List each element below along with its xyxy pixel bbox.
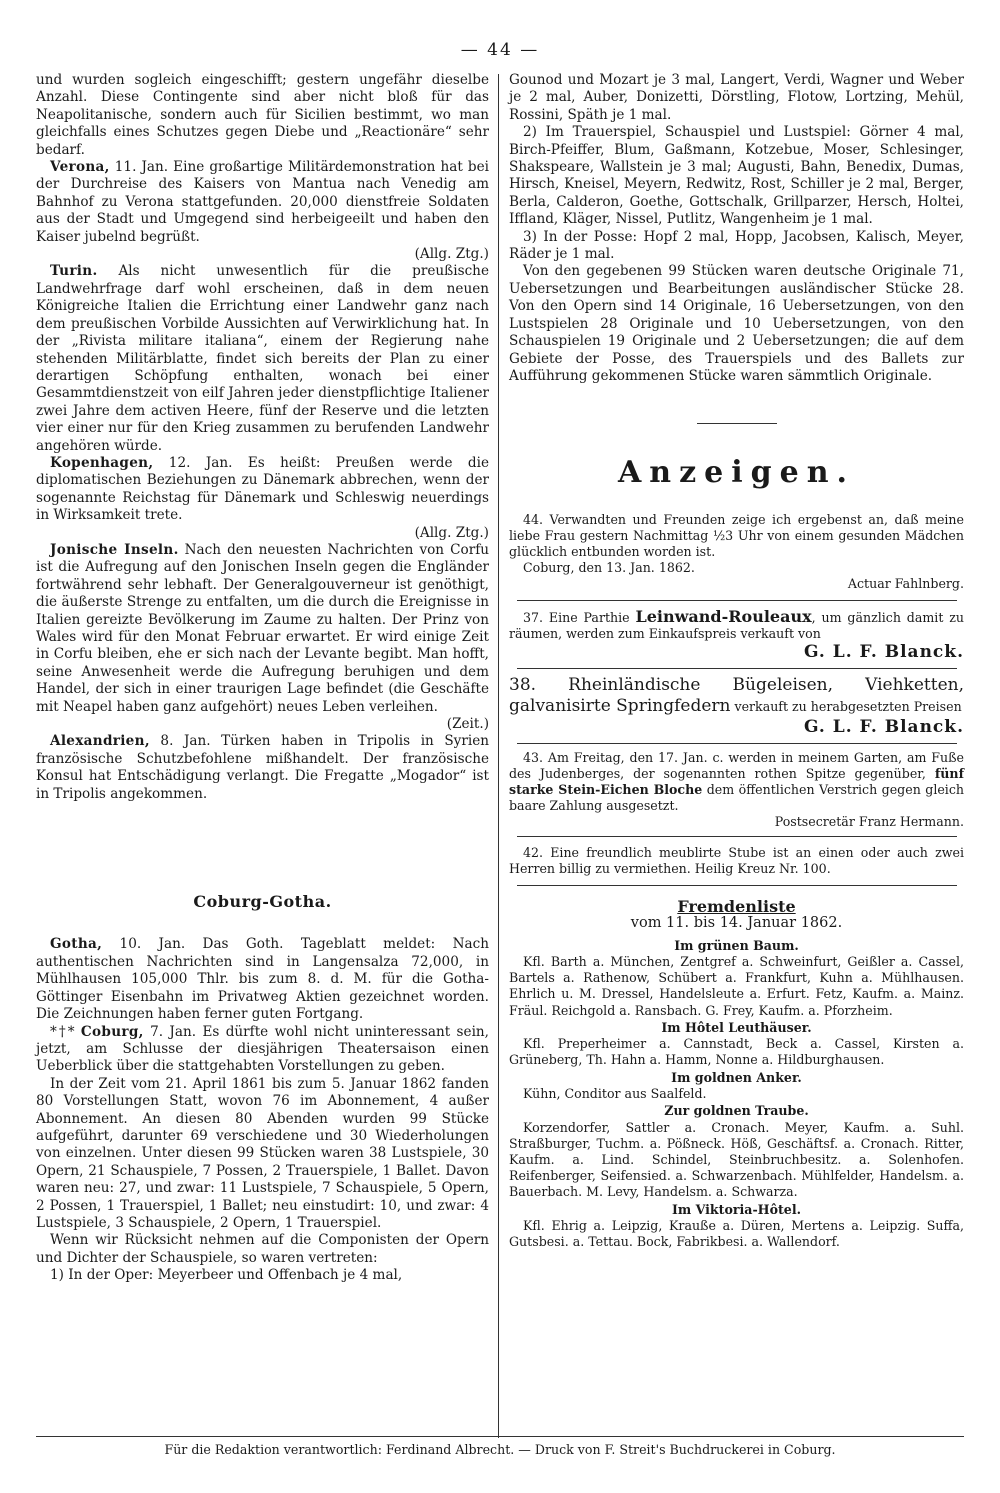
verona-source: (Allg. Ztg.) bbox=[414, 246, 489, 263]
ad-42-room-for-rent: 42. Eine freundlich meublirte Stube ist an einen oder auch zwei Herren billig zu vermiethen. Heilig Kreuz Nr. 100. bbox=[509, 844, 964, 876]
left-column bbox=[36, 72, 489, 1285]
ad-43-item: fünf starke Stein-Eichen Bloche bbox=[509, 765, 964, 797]
guests-goldner-anker: Kühn, Conditor aus Saalfeld. bbox=[523, 1085, 707, 1101]
article-ionische bbox=[36, 542, 489, 733]
kopenhagen-source: (Allg. Ztg.) bbox=[414, 524, 489, 541]
dateline-verona: Verona, bbox=[50, 159, 110, 176]
ad-37-rest: , um gänzlich damit zu räumen, werden zum Einkaufspreis verkauft von bbox=[509, 609, 964, 641]
guests-gruener-baum: Kfl. Barth a. München, Zentgref a. Schweinfurt, Geißler a. Cassel, Bartels a. Rathenow, Schübert a. Frankfurt, Kuhn a. Mühlhausen. Ehrlich u. M. Dressel, Handelsleute a. Erfurt. Fetz, Kaufm. a. Mainz. Fräul. Reichgold a. Ransbach. G. Frey, Kaufm. a. Pforzheim. bbox=[509, 953, 964, 1018]
dateline-coburg: Coburg, bbox=[80, 1023, 144, 1040]
imprint-footer: Für die Redaktion verantwortlich: Ferdinand Albrecht. — Druck von F. Streit's Buchdruckerei in Coburg. bbox=[164, 1442, 836, 1457]
ad-37-product: Leinwand-Rouleaux bbox=[635, 606, 812, 626]
ad-37-lead: 37. Eine Parthie bbox=[523, 609, 636, 625]
spacer bbox=[36, 910, 489, 936]
ad-38-products: 38. Rheinländische Bügeleisen, Viehketten, galvanisirte Springfedern bbox=[509, 674, 964, 716]
theater-statistics: In der Zeit vom 21. April 1861 bis zum 5. Januar 1862 fanden 80 Vorstellungen Statt, wovon 76 im Abonnement, 4 außer Abonnement. An diesen 80 Abenden wurden 99 Stücke aufgeführt, darunter 69 verschiedene und 30 Wiederholungen von einzelnen. Unter diesen 99 Stücken waren 38 Lustspiele, 30 Opern, 21 Schauspiele, 7 Possen, 2 Trauerspiele, 1 Ballet. Davon waren neu: 27, und zwar: 11 Lustspiele, 7 Schauspiele, 5 Opern, 2 Possen, 1 Trauerspiel, 1 Ballet; neu einstudirt: 10, und zwar: 4 Lustspiele, 3 Schauspiele, 2 Opern, 1 Trauerspiel. bbox=[36, 1075, 489, 1231]
article-coburg bbox=[36, 1024, 489, 1076]
ad-43-rest: dem öffentlichen Verstrich gegen gleich baare Zahlung ausgesetzt. bbox=[509, 781, 964, 813]
footer-rule bbox=[36, 1436, 964, 1437]
article-turin bbox=[36, 263, 489, 454]
anzeigen-heading: Anzeigen. bbox=[618, 455, 855, 491]
article-gotha bbox=[36, 936, 489, 1023]
ad-37-rouleaux bbox=[509, 606, 964, 642]
spacer bbox=[509, 837, 964, 845]
dateline-kopenhagen: Kopenhagen, bbox=[50, 454, 154, 471]
section-title-coburg-gotha: Coburg-Gotha. bbox=[193, 892, 332, 912]
ad-38-ironware bbox=[509, 675, 964, 717]
hotel-goldner-anker: Im goldnen Anker. bbox=[671, 1069, 802, 1085]
coburg-mark: *†* bbox=[50, 1023, 81, 1040]
coburg-text: 7. Jan. Es dürfte wohl nicht uninteressant sein, jetzt, am Schlusse der diesjährigen Theatersaison einen Ueberblick über die stattgehabten Vorstellungen zu geben. bbox=[36, 1023, 489, 1075]
ad-38-rest: verkauft zu herabgesetzten Preisen bbox=[730, 698, 962, 714]
guests-viktoria: Kfl. Ehrig a. Leipzig, Krauße a. Düren, Mertens a. Leipzig. Suffa, Gutsbesi. a. Tettau. Bock, Fabrikbesi. a. Wallendorf. bbox=[509, 1218, 964, 1250]
theater-drama-list: 2) Im Trauerspiel, Schauspiel und Lustspiel: Görner 4 mal, Birch-Pfeiffer, Blum, Gaßmann, Kotzebue, Moser, Schlesinger, Shakspeare, Wallstein je 3 mal; Augusti, Bahn, Benedix, Dumas, Hirsch, Kneisel, Meyern, Redwitz, Rost, Schiller je 2 mal, Berger, Berla, Calderon, Goethe, Gottschalk, Grillparzer, Hersch, Holtei, Iffland, Kläger, Nissel, Putlitz, Wangenheim je 1 mal. bbox=[509, 124, 964, 228]
dateline-alexandrien: Alexandrien, bbox=[50, 733, 150, 750]
ad-43-lead: 43. Am Freitag, den 17. Jan. c. werden in meinem Garten, am Fuße des Judenberges, der sogenannten rothen Spitze gegenüber, bbox=[509, 749, 964, 781]
article-continuation: und wurden sogleich eingeschifft; gestern ungefähr dieselbe Anzahl. Diese Contingente sind aber nicht bloß für das Neapolitanische, sondern auch für Sicilien bestimmt, wo man gleichfalls eines Schutzes gegen Diebe und „Reactionäre“ sehr bedarf. bbox=[36, 72, 489, 158]
spacer bbox=[509, 886, 964, 898]
alexandrien-text: 8. Jan. Türken haben in Tripolis in Syrien französische Schutzbefohlene mißhandelt. Der französische Konsul hat Entschädigung verlangt. Die Fregatte „Mogador“ ist in Tripolis angekommen. bbox=[36, 733, 489, 802]
turin-text: Als nicht unwesentlich für die preußische Landwehrfrage darf wohl erscheinen, daß in dem neuen Königreiche Italien die Errichtung einer Landwehr ganz nach dem preußischen Vorbilde Aussichten auf Verwirklichung hat. In der „Rivista militare italiana“, einem der Regierung nahe stehenden Militärblatte, findet sich bereits der Plan zu einer derartigen Schöpfung enthalten, wonach bei einer Gesammtdienstzeit von eilf Jahren jeder dienstpflichtige Italiener zwei Jahre dem activen Heere, fünf der Reserve und die letzten vier einer nur für den Krieg zusammen zu berufenden Landwehr angehören würde. bbox=[36, 263, 489, 454]
kopenhagen-text: 12. Jan. Es heißt: Preußen werde die diplomatischen Beziehungen zu Dänemark abbrechen, wenn der sogenannte Reichstag für Dänemark und Schleswig neuerdings in Wirksamkeit trete. bbox=[36, 454, 489, 524]
fremdenliste-dates: vom 11. bis 14. Januar 1862. bbox=[630, 915, 843, 932]
theater-posse-list: 3) In der Posse: Hopf 2 mal, Hopp, Jacobsen, Kalisch, Meyer, Räder je 1 mal. bbox=[509, 228, 964, 263]
page-number: — 44 — bbox=[460, 40, 540, 60]
ad-44-birth-notice: 44. Verwandten und Freunden zeige ich ergebenst an, daß meine liebe Frau gestern Nachmittag ½3 Uhr von einem gesunden Mädchen glücklich entbunden worden ist. bbox=[509, 511, 964, 559]
dateline-gotha: Gotha, bbox=[50, 936, 103, 953]
theater-authors-intro: Wenn wir Rücksicht nehmen auf die Componisten der Opern und Dichter der Schauspiele, so waren vertreten: bbox=[36, 1232, 489, 1266]
ad-43-signature: Postsecretär Franz Hermann. bbox=[774, 813, 964, 829]
fremdenliste-title: Fremdenliste bbox=[677, 896, 796, 916]
right-column bbox=[509, 72, 964, 1250]
gotha-text: 10. Jan. Das Goth. Tageblatt meldet: Nach authentischen Nachrichten sind in Langensalza 72,000, in Mühlhausen 105,000 Thlr. bis zum 8. d. M. für die Gotha-Göttinger Eisenbahn im Privatweg Aktien gezeichnet worden. Die Zeichnungen haben ferner guten Fortgang. bbox=[36, 936, 489, 1023]
article-verona bbox=[36, 159, 489, 263]
verona-text: 11. Jan. Eine großartige Militärdemonstration hat bei der Durchreise des Kaisers von Mantua nach Venedig am Bahnhof zu Verona stattgefunden. 20,000 dienstfreie Soldaten aus der Stadt und Umgegend sind herbeigeeilt und haben den Kaiser jubelnd begrüßt. bbox=[36, 159, 489, 245]
ad-43-timber-auction bbox=[509, 750, 964, 814]
hotel-gruener-baum: Im grünen Baum. bbox=[674, 937, 799, 953]
ad-37-firm: G. L. F. Blanck. bbox=[804, 641, 964, 662]
theater-opera-list: 1) In der Oper: Meyerbeer und Offenbach je 4 mal, bbox=[50, 1267, 403, 1284]
ad-44-signature: Actuar Fahlnberg. bbox=[847, 575, 964, 591]
ionische-source: (Zeit.) bbox=[446, 716, 489, 733]
spacer bbox=[509, 592, 964, 600]
dateline-turin: Turin. bbox=[50, 263, 98, 280]
ad-44-date: Coburg, den 13. Jan. 1862. bbox=[523, 559, 695, 575]
hotel-goldne-traube: Zur goldnen Traube. bbox=[664, 1103, 809, 1119]
guests-goldne-traube: Korzendorfer, Sattler a. Cronach. Meyer, Kaufm. a. Suhl. Straßburger, Tuchm. a. Pößneck. Höß, Geschäftsf. a. Cronach. Ritter, Kaufm. a. Lind. Schindel, Steinbruchbesitz. a. Solenhofen. Reifenberger, Seifensied. a. Schwarzenbach. Mühlfelder, Handelsm. a. Bauerbach. M. Levy, Handelsm. a. Schwarza. bbox=[509, 1119, 964, 1200]
theater-opera-continued: Gounod und Mozart je 3 mal, Langert, Verdi, Wagner und Weber je 2 mal, Auber, Donizetti, Dörstling, Flotow, Lortzing, Mehül, Rossini, Späth je 1 mal. bbox=[509, 72, 964, 123]
article-kopenhagen bbox=[36, 455, 489, 542]
guests-leuthaeuser: Kfl. Preperheimer a. Cannstadt, Beck a. Cassel, Kirsten a. Grüneberg, Th. Hahn a. Hamm, Nonne a. Hildburghausen. bbox=[509, 1036, 964, 1068]
spacer bbox=[36, 803, 489, 893]
hotel-leuthaeuser: Im Hôtel Leuthäuser. bbox=[661, 1019, 812, 1035]
dateline-ionische: Jonische Inseln. bbox=[50, 541, 179, 558]
spacer bbox=[509, 385, 964, 423]
spacer bbox=[509, 877, 964, 885]
hotel-viktoria: Im Viktoria-Hôtel. bbox=[672, 1201, 801, 1217]
column-divider bbox=[498, 74, 499, 1438]
theater-summary: Von den gegebenen 99 Stücken waren deutsche Originale 71, Uebersetzungen und Bearbeitungen ausländischer Stücke 28. Von den Opern sind 14 Originale, 16 Uebersetzungen, von den Lustspielen 28 Originale und 10 Uebersetzungen, von den Schauspielen 19 Originale und 2 Uebersetzungen; die auf dem Gebiete der Posse, des Trauerspiels und des Ballets zur Aufführung gekommenen Stücke waren sämmtlich Originale. bbox=[509, 263, 964, 384]
ad-38-firm: G. L. F. Blanck. bbox=[804, 716, 964, 737]
ionische-text: Nach den neuesten Nachrichten von Corfu ist die Aufregung auf den Jonischen Inseln gegen die Engländer fortwährend sehr lebhaft. Der Generalgouverneur ist genöthigt, die äußerste Strenge zu entfalten, um die durch die Ereignisse in Italien gereizte Bevölkerung im Zaume zu halten. Der Prinz von Wales wird für den Monat Februar erwartet. Er wird einige Zeit in Corfu bleiben, ehe er sich nach der Levante begibt. Man hofft, seine Anwesenheit werde die Aufregung beruhigen und dem Handel, der sich in einer traurigen Lage befindet (die Geschäfte mit Neapel haben ganz aufgehört) neues Leben verleihen. bbox=[36, 541, 489, 715]
article-alexandrien bbox=[36, 733, 489, 803]
